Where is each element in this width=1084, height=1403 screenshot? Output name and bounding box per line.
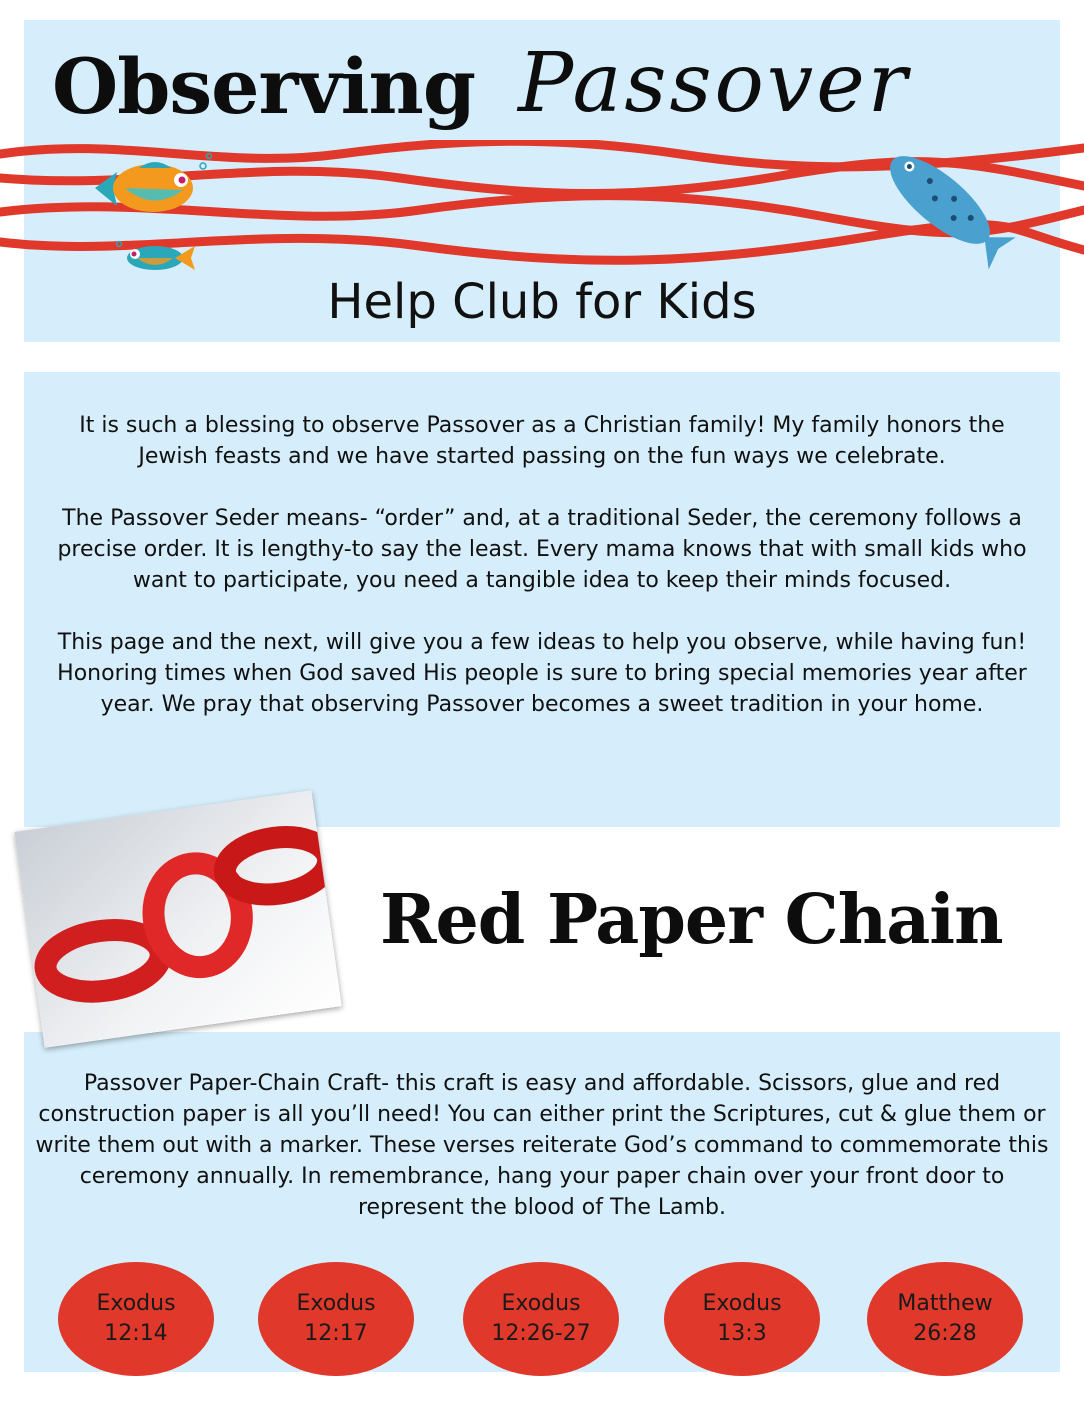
verse-oval	[867, 1262, 1023, 1376]
verse-ref: 13:3	[717, 1321, 767, 1346]
verse-oval	[258, 1262, 414, 1376]
verse-ref: 12:17	[304, 1321, 368, 1346]
verse-book: Exodus	[702, 1291, 782, 1316]
verse-book: Exodus	[296, 1291, 376, 1316]
verse-book: Exodus	[501, 1291, 581, 1316]
subtitle: Help Club for Kids	[327, 274, 757, 330]
intro-text	[44, 410, 1040, 751]
verse-ref: 12:14	[104, 1321, 168, 1346]
verse-oval	[463, 1262, 619, 1376]
verse-ref: 26:28	[913, 1321, 977, 1346]
paper-chain-photo	[14, 790, 341, 1048]
craft-description: Passover Paper-Chain Craft- this craft is easy and affordable. Scissors, glue and red construction paper is all you’ll need! You can either print the Scriptures, cut & glue them or write them out with a marker. These verses reiterate God’s command to commemorate this ceremony annually. In remembrance, hang your paper chain over your front door to represent the blood of The Lamb.	[35, 1071, 1049, 1220]
intro-paragraph: This page and the next, will give you a few ideas to help you observe, while having fun! Honoring times when God saved His people is sure to bring special memories year after year. We pray that observing Passover becomes a sweet tradition in your home.	[57, 630, 1027, 717]
title-main: Observing	[52, 42, 475, 131]
verse-oval	[58, 1262, 214, 1376]
verse-ref: 12:26-27	[491, 1321, 591, 1346]
verse-book: Matthew	[897, 1291, 993, 1316]
red-waves-decoration	[0, 140, 1084, 280]
intro-paragraph: It is such a blessing to observe Passover as a Christian family! My family honors the Jewish feasts and we have started passing on the fun ways we celebrate.	[79, 413, 1005, 469]
intro-paragraph: The Passover Seder means- “order” and, at a traditional Seder, the ceremony follows a precise order. It is lengthy-to say the least. Every mama knows that with small kids who want to participate, you need a tangible idea to keep their minds focused.	[57, 506, 1027, 593]
verse-book: Exodus	[96, 1291, 176, 1316]
title-script: Passover	[518, 36, 910, 131]
craft-title: Red Paper Chain	[380, 880, 1003, 960]
verse-oval	[664, 1262, 820, 1376]
